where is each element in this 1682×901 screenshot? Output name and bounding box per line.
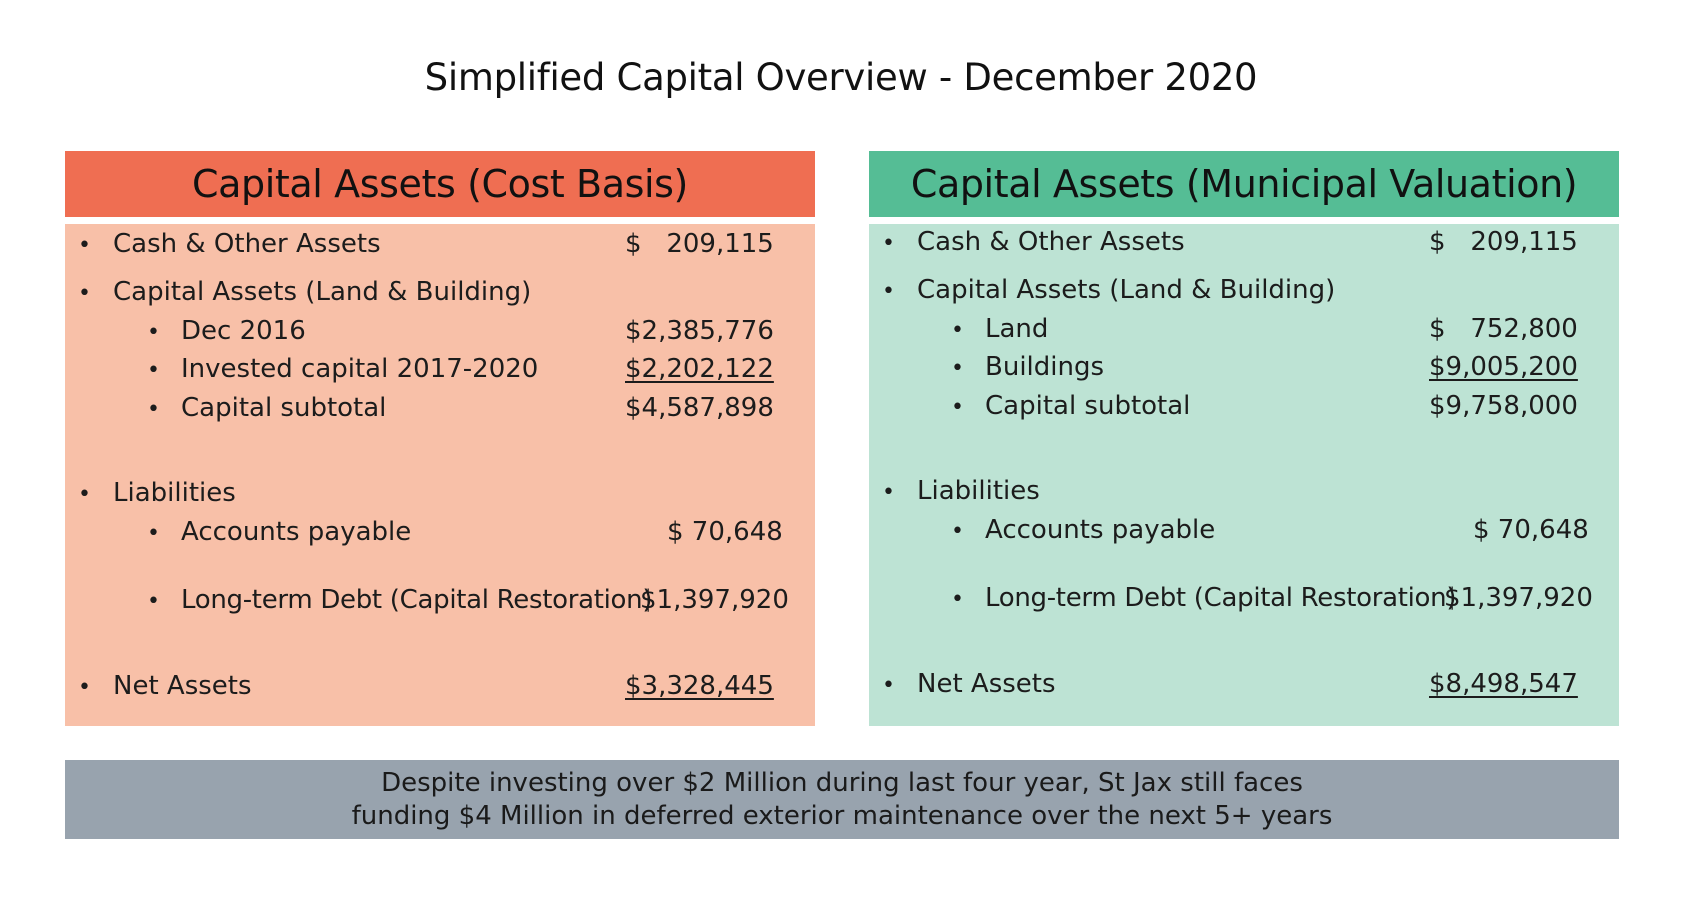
footer-line-1: Despite investing over $2 Million during last four year, St Jax still faces bbox=[381, 767, 1303, 798]
capital-item-value: $4,587,898 bbox=[625, 393, 774, 423]
capital-label: Capital Assets (Land & Building) bbox=[917, 275, 1336, 305]
long-term-debt-value: $1,397,920 bbox=[640, 585, 789, 615]
capital-item-label: Dec 2016 bbox=[181, 316, 306, 346]
capital-item-value: $2,385,776 bbox=[625, 316, 774, 346]
left-panel-header: Capital Assets (Cost Basis) bbox=[65, 151, 815, 217]
bullet-icon: • bbox=[951, 395, 964, 420]
capital-item-label: Invested capital 2017-2020 bbox=[181, 354, 539, 384]
bullet-icon: • bbox=[147, 358, 160, 383]
bullet-icon: • bbox=[78, 482, 91, 507]
bullet-icon: • bbox=[78, 281, 91, 306]
long-term-debt-label: Long-term Debt (Capital Restoration) bbox=[181, 585, 653, 615]
cash-value: $ 209,115 bbox=[1429, 227, 1578, 257]
bullet-icon: • bbox=[882, 279, 895, 304]
right-panel-header: Capital Assets (Municipal Valuation) bbox=[869, 151, 1619, 217]
bullet-icon: • bbox=[951, 356, 964, 381]
liabilities-label: Liabilities bbox=[917, 476, 1040, 506]
liabilities-label: Liabilities bbox=[113, 478, 236, 508]
bullet-icon: • bbox=[147, 397, 160, 422]
capital-item-value: $9,758,000 bbox=[1429, 391, 1578, 421]
long-term-debt-label: Long-term Debt (Capital Restoration) bbox=[985, 583, 1457, 613]
capital-item-label: Land bbox=[985, 314, 1049, 344]
accounts-payable-value: $ 70,648 bbox=[1473, 515, 1589, 545]
bullet-icon: • bbox=[78, 675, 91, 700]
accounts-payable-label: Accounts payable bbox=[985, 515, 1216, 545]
bullet-icon: • bbox=[951, 519, 964, 544]
bullet-icon: • bbox=[147, 320, 160, 345]
capital-item-label: Buildings bbox=[985, 352, 1105, 382]
page-title: Simplified Capital Overview - December 2020 bbox=[424, 56, 1258, 99]
bullet-icon: • bbox=[882, 480, 895, 505]
net-assets-value: $3,328,445 bbox=[625, 671, 774, 701]
net-assets-value: $8,498,547 bbox=[1429, 669, 1578, 699]
bullet-icon: • bbox=[882, 673, 895, 698]
accounts-payable-value: $ 70,648 bbox=[667, 517, 783, 547]
capital-item-label: Capital subtotal bbox=[985, 391, 1191, 421]
capital-item-value: $9,005,200 bbox=[1429, 352, 1578, 382]
cash-value: $ 209,115 bbox=[625, 229, 774, 259]
capital-item-value: $ 752,800 bbox=[1429, 314, 1578, 344]
right-panel-body bbox=[869, 224, 1619, 726]
footer-line-2: funding $4 Million in deferred exterior maintenance over the next 5+ years bbox=[351, 800, 1333, 831]
capital-item-label: Capital subtotal bbox=[181, 393, 387, 423]
left-panel-body bbox=[65, 224, 815, 726]
long-term-debt-value: $1,397,920 bbox=[1444, 583, 1593, 613]
bullet-icon: • bbox=[78, 233, 91, 258]
bullet-icon: • bbox=[951, 318, 964, 343]
accounts-payable-label: Accounts payable bbox=[181, 517, 412, 547]
net-assets-label: Net Assets bbox=[113, 671, 252, 701]
footer-banner bbox=[65, 760, 1619, 839]
net-assets-label: Net Assets bbox=[917, 669, 1056, 699]
bullet-icon: • bbox=[147, 521, 160, 546]
cash-label: Cash & Other Assets bbox=[113, 229, 381, 259]
capital-item-value: $2,202,122 bbox=[625, 354, 774, 384]
bullet-icon: • bbox=[882, 231, 895, 256]
bullet-icon: • bbox=[951, 587, 964, 612]
cash-label: Cash & Other Assets bbox=[917, 227, 1185, 257]
capital-label: Capital Assets (Land & Building) bbox=[113, 277, 532, 307]
bullet-icon: • bbox=[147, 589, 160, 614]
